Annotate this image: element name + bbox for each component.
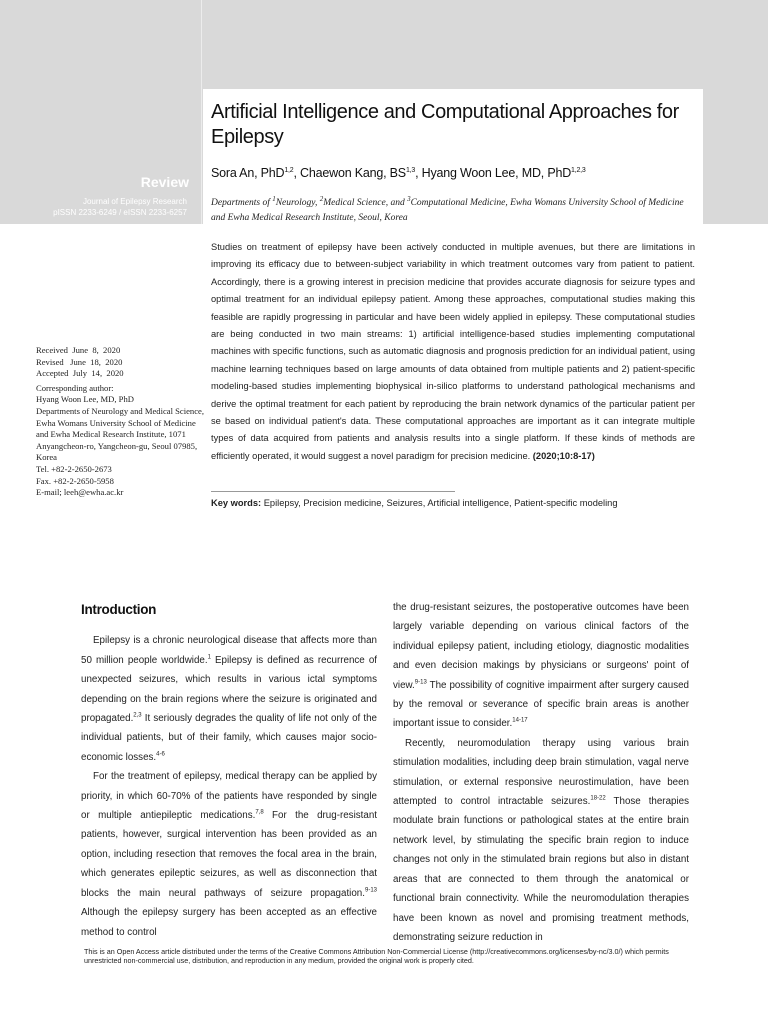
body-text: the drug-resistant seizures, the postoperative outcomes have been largely variable depending on various clinical factors of the individual epilepsy patient, including etiology, diagnostic modalities and even decision makings by physicians or surgeons' point of view. bbox=[393, 602, 689, 691]
author-separator: , bbox=[415, 166, 422, 180]
journal-info bbox=[0, 196, 187, 218]
author-affiliation-marker: 1,3 bbox=[405, 166, 416, 174]
abstract-citation: (2020;10:8-17) bbox=[532, 450, 595, 461]
author-affiliation-marker: 1,2 bbox=[284, 166, 294, 174]
author-name: Chaewon Kang, BS bbox=[300, 166, 406, 180]
sidebar bbox=[0, 160, 195, 218]
body-column-right bbox=[393, 598, 689, 947]
author-name: Sora An, PhD bbox=[211, 166, 285, 180]
affiliation-text: Neurology, bbox=[275, 198, 320, 209]
corresponding-tel: Tel. +82-2-2650-2673 bbox=[36, 463, 112, 474]
keywords bbox=[211, 498, 701, 508]
keywords-label: Key words: bbox=[211, 498, 262, 508]
abstract-text: Studies on treatment of epilepsy have been actively conducted in multiple avenues, but there are limitations in improving its efficacy due to between-subject variability in which treatment outcomes vary from patient to patient. Accordingly, there is a growing interest in precision medicine that provides accurate diagnosis for seizure types and optimal treatment for an individual epilepsy patient. Among these approaches, computational studies making this feasible are rapidly progressing in particular and have been widely applied in epilepsy. These computational studies are being conducted in two main streams: 1) artificial intelligence-based studies implementing computational machines with specific functions, such as automatic diagnosis and prognosis prediction for an individual patient, using machine learning techniques based on large amounts of data obtained from multiple patients and 2) patient-specific modeling-based studies implementing biophysical in-silico platforms to understand pathological mechanisms and derive the optimal treatment for each patient by reproducing the brain network dynamics of the particular patient per se based on individual patient's data. These computational approaches are important as it can integrate multiple types of data acquired from patients and analysis results into a single platform. If these kinds of methods are efficiently operated, it would suggest a novel paradigm for precision medicine. bbox=[211, 242, 695, 461]
corresponding-name: Hyang Woon Lee, MD, PhD bbox=[36, 394, 134, 405]
corresponding-address: Departments of Neurology and Medical Science, Ewha Womans University School of Medicine and Ewha Medical Research Institute, 1071 Anyangcheon-ro, Yangcheon-gu, Seoul 07985, Korea bbox=[36, 405, 204, 463]
accepted-date: Accepted July 14, 2020 bbox=[36, 368, 124, 379]
abstract bbox=[211, 239, 695, 465]
corresponding-label: Corresponding author: bbox=[36, 382, 114, 393]
body-text: Although the epilepsy surgery has been accepted as an effective method to control bbox=[81, 907, 377, 938]
corresponding-fax: Fax. +82-2-2650-5958 bbox=[36, 475, 114, 486]
affiliation-prefix: Departments of bbox=[211, 198, 273, 209]
keywords-divider bbox=[211, 491, 455, 492]
body-text: Recently, neuromodulation therapy using various brain stimulation modalities, including deep brain stimulation, vagal nerve stimulation, or external responsive neurostimulation, have been attempted to control intractable seizures. bbox=[393, 737, 689, 808]
article-title: Artificial Intelligence and Computational Approaches for Epilepsy bbox=[211, 101, 679, 148]
affiliation bbox=[211, 192, 691, 226]
received-date: Received June 8, 2020 bbox=[36, 345, 121, 355]
author-name: Hyang Woon Lee, MD, PhD bbox=[421, 166, 572, 180]
band-divider bbox=[201, 0, 202, 224]
body-text: For the treatment of epilepsy, medical therapy can be applied by priority, in which 60-70% of the patients have responded by single or multiple antiepileptic medications. bbox=[81, 771, 377, 822]
article-info bbox=[36, 345, 206, 499]
body-text: It seriously degrades the quality of life not only of the individual patients, but of their family, which causes major socio-economic losses. bbox=[81, 713, 377, 763]
body-text: Epilepsy is defined as recurrence of unexpected seizures, which results in various ictal symptoms depending on the brain regions where the seizure is originated and propagated. bbox=[81, 654, 377, 725]
section-title: Introduction bbox=[81, 602, 157, 617]
affiliation-marker: 3 bbox=[407, 195, 411, 203]
article-type: Review bbox=[140, 174, 189, 190]
body-text: Those therapies modulate brain functions or pathological states at the entire brain network level, by stimulating the specific brain region to induce changes not only in the stimulated brain regions but also in distant areas that are connected to them through the anatomical or functional brain connectivity. While the neuromodulation therapies have been known as novel and promising treatment methods, demonstrating seizure reduction in bbox=[393, 796, 689, 943]
body-paragraph bbox=[393, 734, 689, 947]
author-separator: , bbox=[293, 166, 301, 180]
citation-ref[interactable]: 1 bbox=[207, 654, 211, 661]
keywords-text: Epilepsy, Precision medicine, Seizures, Artificial intelligence, Patient-specific modeling bbox=[263, 498, 618, 508]
citation-ref[interactable]: 9-13 bbox=[364, 887, 377, 894]
citation-ref[interactable]: 2,3 bbox=[133, 712, 142, 719]
corresponding-email[interactable]: E-mail; leeh@ewha.ac.kr bbox=[36, 487, 124, 498]
license-footer: This is an Open Access article distributed under the terms of the Creative Commons Attribution Non-Commercial License (http://creativecommons.org/licenses/by-nc/3.0/) which permits unrestricted non-commercial use, distribution, and reproduction in any medium, provided the original work is properly cited. bbox=[84, 947, 669, 965]
citation-ref[interactable]: 7,8 bbox=[255, 809, 264, 816]
revised-date: Revised June 18, 2020 bbox=[36, 356, 123, 367]
affiliation-marker: 2 bbox=[319, 195, 324, 203]
author-list bbox=[211, 166, 701, 180]
journal-issn: pISSN 2233-6249 / eISSN 2233-6257 bbox=[53, 208, 187, 217]
affiliation-marker: 1 bbox=[272, 195, 276, 203]
citation-ref[interactable]: 9-13 bbox=[414, 679, 427, 686]
corresponding-info bbox=[36, 383, 206, 499]
body-text: The possibility of cognitive impairment after surgery caused by the removal or severance of specific brain areas is another important issue to consider. bbox=[393, 679, 689, 730]
body-paragraph bbox=[81, 631, 377, 767]
body-paragraph bbox=[81, 767, 377, 942]
body-paragraph bbox=[393, 598, 689, 734]
citation-ref[interactable]: 14-17 bbox=[512, 718, 528, 725]
citation-ref[interactable]: 4-6 bbox=[156, 751, 165, 758]
body-text: For the drug-resistant patients, however, surgical intervention has been provided as an option, including resection that removes the focal area in the brain, which generates epileptic seizures, as well as disconnection that blocks the main neural pathways of seizure propagation. bbox=[81, 810, 377, 899]
article-dates bbox=[36, 345, 206, 380]
affiliation-text: Computational Medicine, Ewha Womans University School of Medicine and Ewha Medical Research Institute, Seoul, Korea bbox=[211, 198, 684, 224]
body-text: Epilepsy is a chronic neurological disease that affects more than 50 million people worldwide. bbox=[81, 635, 377, 666]
affiliation-text: Medical Science, and bbox=[323, 198, 408, 209]
journal-name: Journal of Epilepsy Research bbox=[82, 197, 187, 206]
citation-ref[interactable]: 18-22 bbox=[590, 795, 606, 802]
author-affiliation-marker: 1,2,3 bbox=[571, 166, 586, 174]
body-column-left bbox=[81, 600, 377, 942]
